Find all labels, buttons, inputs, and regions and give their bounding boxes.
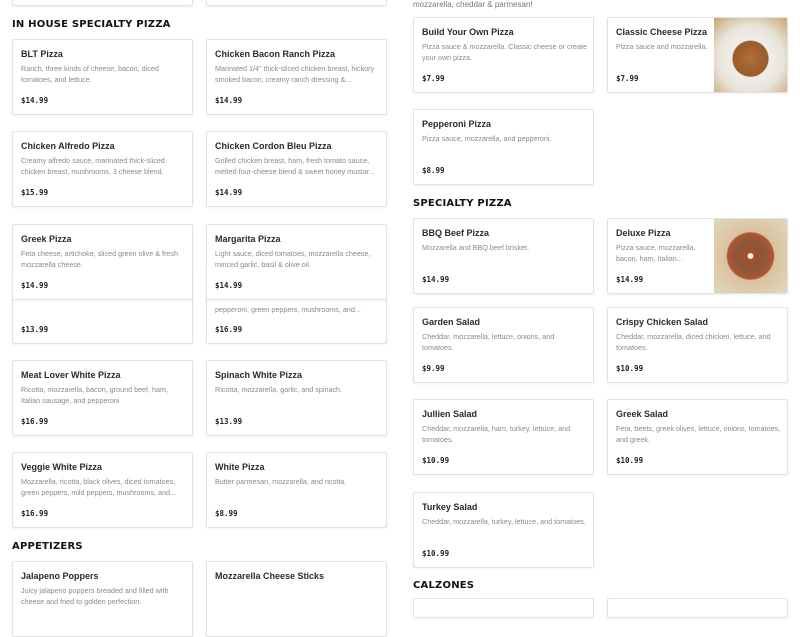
menu-item-description: Ranch, three kinds of cheese, bacon, diced tomatoes, and lettuce.: [21, 64, 159, 84]
menu-item-card[interactable]: [206, 0, 387, 6]
menu-item-price: $10.99: [616, 456, 644, 465]
menu-item-photo: [714, 18, 787, 92]
menu-item-description: Cheddar, mozzarella, diced chicken, lettuce, and tomatoes.: [616, 332, 771, 352]
menu-item-title: Chicken Alfredo Pizza: [21, 141, 115, 151]
menu-item-description: Mozzarella, ricotta, black olives, diced tomatoes, green peppers, mild peppers, mushrooms, and...: [21, 477, 177, 497]
section-heading-calzones: CALZONES: [413, 580, 475, 591]
menu-item-photo: [714, 219, 787, 293]
menu-item-description: Light sauce, diced tomatoes, mozzarella cheese, minced garlic, basil & olive oil.: [215, 249, 371, 269]
menu-item-title: Garden Salad: [422, 317, 481, 327]
menu-item-title: Crispy Chicken Salad: [616, 317, 709, 327]
menu-item-card[interactable]: [413, 218, 594, 294]
menu-item-card[interactable]: [12, 0, 193, 6]
menu-item-title: Jullien Salad: [422, 409, 478, 419]
menu-item-card[interactable]: [12, 452, 193, 528]
menu-item-description: pepperoni, green peppers, mushrooms, and...: [215, 305, 361, 314]
menu-item-description: Pizza sauce, mozzarella, bacon, ham, Italian...: [616, 243, 696, 263]
menu-item-title: Meat Lover White Pizza: [21, 370, 121, 380]
menu-item-description: Ricotta, mozzarella, garlic, and spinach.: [215, 385, 343, 394]
menu-item-description: Juicy jalapeno poppers breaded and filled with cheese and fried to golden perfection.: [21, 586, 169, 606]
menu-item-card[interactable]: [413, 307, 594, 383]
menu-item-description: Butter parmesan, mozzarella, and ricotta.: [215, 477, 347, 486]
menu-item-price: $14.99: [21, 96, 49, 105]
menu-item-price: $8.99: [422, 166, 445, 175]
menu-item-title: BBQ Beef Pizza: [422, 228, 490, 238]
menu-item-price: $14.99: [215, 188, 243, 197]
menu-item-price: $16.99: [21, 509, 49, 518]
menu-item-card[interactable]: [607, 17, 788, 93]
menu-item-price: $14.99: [422, 275, 450, 284]
menu-item-card[interactable]: [12, 39, 193, 115]
menu-item-description: Cheddar, mozzarella, ham, turkey, lettuce, and tomatoes.: [422, 424, 571, 444]
menu-item-title: Pepperoni Pizza: [422, 119, 492, 129]
menu-item-description: Ricotta, mozzarella, bacon, ground beef, ham, Italian sausage, and pepperoni: [21, 385, 169, 405]
menu-item-title: Build Your Own Pizza: [422, 27, 514, 37]
menu-item-title: Greek Salad: [616, 409, 669, 419]
menu-item-title: Classic Cheese Pizza: [616, 27, 708, 37]
menu-item-card[interactable]: [206, 224, 387, 300]
menu-item-card[interactable]: [12, 224, 193, 300]
menu-item-title: Chicken Cordon Bleu Pizza: [215, 141, 332, 151]
menu-item-title: Greek Pizza: [21, 234, 72, 244]
menu-item-card[interactable]: [12, 360, 193, 436]
menu-item-card[interactable]: [413, 598, 594, 618]
menu-item-price: $13.99: [21, 325, 49, 334]
menu-item-price: $10.99: [616, 364, 644, 373]
menu-item-title: Mozzarella Cheese Sticks: [215, 571, 325, 581]
menu-item-card[interactable]: [206, 39, 387, 115]
menu-item-description: Cheddar, mozzarella, turkey, lettuce, and tomatoes.: [422, 517, 586, 526]
menu-item-price: $13.99: [215, 417, 243, 426]
menu-item-price: $10.99: [422, 456, 450, 465]
menu-item-card[interactable]: [607, 598, 788, 618]
menu-item-description: Feta, beets, greek olives, lettuce, onions, tomatoes, and greek.: [616, 424, 781, 444]
menu-item-price: $16.99: [215, 325, 243, 334]
menu-item-price: $15.99: [21, 188, 49, 197]
menu-item-card[interactable]: [413, 17, 594, 93]
menu-item-card[interactable]: [413, 109, 594, 185]
menu-item-title: Spinach White Pizza: [215, 370, 303, 380]
menu-item-card[interactable]: [206, 131, 387, 207]
menu-item-price: $16.99: [21, 417, 49, 426]
menu-item-card[interactable]: [413, 399, 594, 475]
section-heading-in-house-specialty-pizza: IN HOUSE SPECIALTY PIZZA: [12, 19, 171, 30]
menu-item-card[interactable]: [413, 492, 594, 568]
menu-item-title: White Pizza: [215, 462, 265, 472]
menu-item-description: Mozzarella and BBQ beef brisket.: [422, 243, 530, 252]
menu-item-description: Feta cheese, artichoke, sliced green olive & fresh mozzarella cheese.: [21, 249, 179, 269]
section-heading-specialty-pizza: SPECIALTY PIZZA: [413, 198, 512, 209]
menu-item-card[interactable]: [607, 218, 788, 294]
menu-item-card[interactable]: [607, 399, 788, 475]
menu-item-price: $7.99: [616, 74, 639, 83]
menu-item-title: Jalapeno Poppers: [21, 571, 99, 581]
menu-item-price: $14.99: [215, 281, 243, 290]
menu-item-title: BLT Pizza: [21, 49, 63, 59]
menu-item-price: $14.99: [21, 281, 49, 290]
menu-item-description: Marinated 1/4" thick-sliced chicken breast, hickory smoked bacon, creamy ranch dressing &...: [215, 64, 375, 84]
menu-item-description: Pizza sauce & mozzarella. Classic cheese or create your own pizza.: [422, 42, 587, 62]
menu-item-price: $9.99: [422, 364, 445, 373]
menu-item-price: $14.99: [215, 96, 243, 105]
section-intro-text: mozzarella, cheddar & parmesan!: [413, 0, 533, 9]
menu-item-price: $14.99: [616, 275, 644, 284]
menu-item-card[interactable]: [12, 131, 193, 207]
menu-item-card[interactable]: [206, 561, 387, 637]
menu-item-title: Turkey Salad: [422, 502, 478, 512]
menu-item-price: $8.99: [215, 509, 238, 518]
menu-item-card[interactable]: [206, 452, 387, 528]
menu-item-description: Creamy alfredo sauce, marinated thick-sliced chicken breast, mushrooms, 3 cheese blend.: [21, 156, 165, 176]
menu-item-title: Chicken Bacon Ranch Pizza: [215, 49, 336, 59]
menu-item-title: Veggie White Pizza: [21, 462, 103, 472]
menu-item-description: Cheddar, mozzarella, lettuce, onions, and tomatoes.: [422, 332, 555, 352]
menu-item-title: Margarita Pizza: [215, 234, 281, 244]
section-heading-appetizers: APPETIZERS: [12, 541, 83, 552]
menu-item-description: Pizza sauce, mozzarella, and pepperoni.: [422, 134, 552, 143]
menu-item-card[interactable]: [206, 360, 387, 436]
menu-item-price: $10.99: [422, 549, 450, 558]
menu-item-card[interactable]: [607, 307, 788, 383]
menu-item-price: $7.99: [422, 74, 445, 83]
menu-item-title: Deluxe Pizza: [616, 228, 671, 238]
menu-item-description: Pizza sauce and mozzarella.: [616, 42, 708, 51]
menu-item-description: Grilled chicken breast, ham, fresh tomato sauce, melted four-cheese blend & sweet honey mustar...: [215, 156, 375, 176]
menu-item-card[interactable]: [12, 561, 193, 637]
